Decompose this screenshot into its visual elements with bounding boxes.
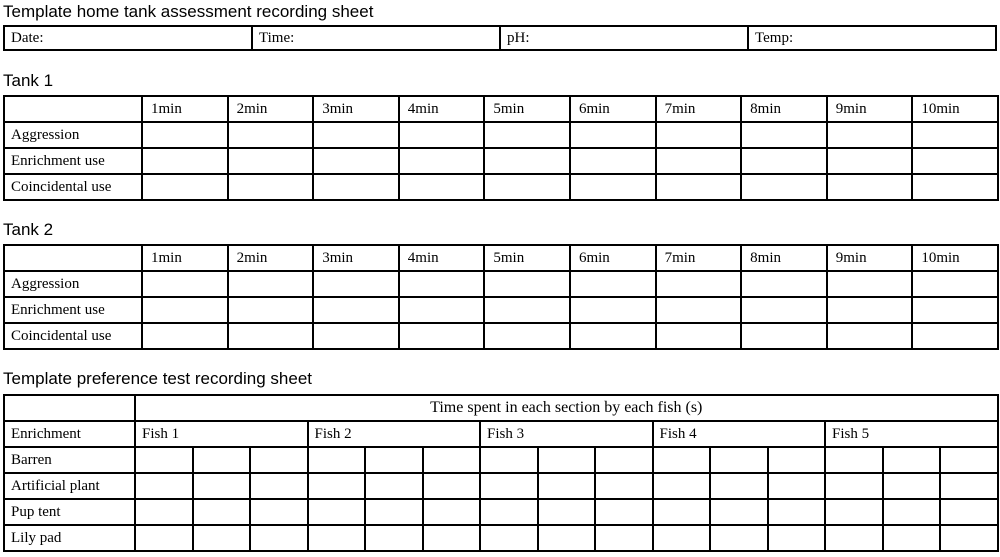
data-cell[interactable] bbox=[365, 499, 423, 525]
data-cell[interactable] bbox=[741, 174, 827, 200]
data-cell[interactable] bbox=[538, 447, 596, 473]
row-label: Artificial plant bbox=[4, 473, 135, 499]
data-cell[interactable] bbox=[595, 447, 653, 473]
table-row bbox=[4, 473, 998, 499]
data-cell[interactable] bbox=[423, 447, 481, 473]
data-cell[interactable] bbox=[825, 473, 883, 499]
data-cell[interactable] bbox=[399, 122, 485, 148]
data-cell[interactable] bbox=[142, 148, 228, 174]
preference-table bbox=[3, 394, 999, 552]
data-cell[interactable] bbox=[741, 271, 827, 297]
data-cell[interactable] bbox=[825, 499, 883, 525]
data-cell[interactable] bbox=[656, 122, 742, 148]
column-header: 1min bbox=[142, 96, 228, 122]
info-table bbox=[3, 25, 997, 51]
tank2-title: Tank 2 bbox=[3, 220, 54, 239]
data-cell[interactable] bbox=[912, 174, 998, 200]
data-cell[interactable] bbox=[313, 174, 399, 200]
data-cell[interactable] bbox=[250, 525, 308, 551]
data-cell[interactable] bbox=[313, 148, 399, 174]
column-header: 8min bbox=[741, 96, 827, 122]
data-cell[interactable] bbox=[193, 447, 251, 473]
data-cell[interactable] bbox=[399, 271, 485, 297]
ph-field[interactable]: pH: bbox=[500, 26, 748, 50]
data-cell[interactable] bbox=[656, 323, 742, 349]
data-cell[interactable] bbox=[135, 473, 193, 499]
temp-field[interactable]: Temp: bbox=[748, 26, 996, 50]
data-cell[interactable] bbox=[940, 525, 998, 551]
tank1-table bbox=[3, 95, 999, 201]
data-cell[interactable] bbox=[912, 323, 998, 349]
data-cell[interactable] bbox=[710, 473, 768, 499]
data-cell[interactable] bbox=[193, 525, 251, 551]
data-cell[interactable] bbox=[940, 447, 998, 473]
data-cell[interactable] bbox=[313, 297, 399, 323]
data-cell[interactable] bbox=[250, 447, 308, 473]
data-cell[interactable] bbox=[313, 122, 399, 148]
data-cell[interactable] bbox=[399, 174, 485, 200]
data-cell[interactable] bbox=[595, 473, 653, 499]
data-cell[interactable] bbox=[570, 323, 656, 349]
data-cell[interactable] bbox=[570, 297, 656, 323]
data-cell[interactable] bbox=[595, 499, 653, 525]
data-cell[interactable] bbox=[741, 122, 827, 148]
column-header: 5min bbox=[484, 96, 570, 122]
data-cell[interactable] bbox=[484, 297, 570, 323]
column-header: 8min bbox=[741, 245, 827, 271]
data-cell[interactable] bbox=[940, 473, 998, 499]
data-cell[interactable] bbox=[308, 447, 366, 473]
data-cell[interactable] bbox=[710, 499, 768, 525]
fish-header: Fish 3 bbox=[480, 421, 653, 447]
column-header: 2min bbox=[228, 96, 314, 122]
column-header: 10min bbox=[912, 96, 998, 122]
title-row bbox=[4, 395, 998, 421]
time-field[interactable]: Time: bbox=[252, 26, 500, 50]
data-cell[interactable] bbox=[228, 271, 314, 297]
data-cell[interactable] bbox=[768, 499, 826, 525]
row-label: Enrichment use bbox=[4, 297, 142, 323]
data-cell[interactable] bbox=[827, 174, 913, 200]
data-cell[interactable] bbox=[308, 473, 366, 499]
fish-header: Fish 1 bbox=[135, 421, 308, 447]
row-label: Enrichment use bbox=[4, 148, 142, 174]
data-cell[interactable] bbox=[142, 297, 228, 323]
row-label: Lily pad bbox=[4, 525, 135, 551]
data-cell[interactable] bbox=[538, 473, 596, 499]
data-cell[interactable] bbox=[228, 323, 314, 349]
data-cell[interactable] bbox=[710, 447, 768, 473]
data-cell[interactable] bbox=[538, 525, 596, 551]
data-cell[interactable] bbox=[912, 148, 998, 174]
column-header: 3min bbox=[313, 96, 399, 122]
data-cell[interactable] bbox=[142, 271, 228, 297]
data-cell[interactable] bbox=[825, 447, 883, 473]
data-cell[interactable] bbox=[313, 323, 399, 349]
table-row bbox=[4, 499, 998, 525]
data-cell[interactable] bbox=[423, 499, 481, 525]
data-cell[interactable] bbox=[827, 297, 913, 323]
data-cell[interactable] bbox=[228, 122, 314, 148]
data-cell[interactable] bbox=[193, 499, 251, 525]
table-row bbox=[4, 271, 998, 297]
column-header: 1min bbox=[142, 245, 228, 271]
data-cell[interactable] bbox=[193, 473, 251, 499]
data-cell[interactable] bbox=[570, 174, 656, 200]
data-cell[interactable] bbox=[570, 122, 656, 148]
data-cell[interactable] bbox=[228, 174, 314, 200]
data-cell[interactable] bbox=[308, 525, 366, 551]
tank2-table bbox=[3, 244, 999, 350]
column-header: 3min bbox=[313, 245, 399, 271]
column-header: 9min bbox=[827, 245, 913, 271]
column-header: 7min bbox=[656, 96, 742, 122]
data-cell[interactable] bbox=[653, 525, 711, 551]
table-row bbox=[4, 297, 998, 323]
header-row bbox=[4, 245, 998, 271]
data-cell[interactable] bbox=[656, 174, 742, 200]
data-cell[interactable] bbox=[142, 323, 228, 349]
data-cell[interactable] bbox=[656, 148, 742, 174]
column-header: 4min bbox=[399, 245, 485, 271]
tank1-title: Tank 1 bbox=[3, 71, 54, 90]
data-cell[interactable] bbox=[480, 525, 538, 551]
table-title: Time spent in each section by each fish (s) bbox=[135, 395, 998, 421]
row-label: Coincidental use bbox=[4, 323, 142, 349]
row-label: Coincidental use bbox=[4, 174, 142, 200]
data-cell[interactable] bbox=[484, 122, 570, 148]
fish-header-row bbox=[4, 421, 998, 447]
data-cell[interactable] bbox=[883, 447, 941, 473]
table-row bbox=[4, 122, 998, 148]
data-cell[interactable] bbox=[940, 499, 998, 525]
data-cell[interactable] bbox=[365, 473, 423, 499]
data-cell[interactable] bbox=[399, 323, 485, 349]
data-cell[interactable] bbox=[484, 148, 570, 174]
data-cell[interactable] bbox=[313, 271, 399, 297]
data-cell[interactable] bbox=[484, 271, 570, 297]
data-cell[interactable] bbox=[827, 271, 913, 297]
data-cell[interactable] bbox=[741, 297, 827, 323]
data-cell[interactable] bbox=[484, 323, 570, 349]
data-cell[interactable] bbox=[741, 323, 827, 349]
data-cell[interactable] bbox=[653, 447, 711, 473]
table-row bbox=[4, 174, 998, 200]
data-cell[interactable] bbox=[768, 447, 826, 473]
fish-header: Fish 2 bbox=[308, 421, 481, 447]
data-cell[interactable] bbox=[484, 174, 570, 200]
data-cell[interactable] bbox=[570, 271, 656, 297]
data-cell[interactable] bbox=[656, 271, 742, 297]
data-cell[interactable] bbox=[228, 148, 314, 174]
data-cell[interactable] bbox=[423, 473, 481, 499]
header-row bbox=[4, 96, 998, 122]
data-cell[interactable] bbox=[399, 297, 485, 323]
data-cell[interactable] bbox=[912, 271, 998, 297]
column-header: 7min bbox=[656, 245, 742, 271]
data-cell[interactable] bbox=[399, 148, 485, 174]
table-row bbox=[4, 525, 998, 551]
data-cell[interactable] bbox=[827, 323, 913, 349]
corner-cell bbox=[4, 245, 142, 271]
data-cell[interactable] bbox=[883, 499, 941, 525]
table-row bbox=[4, 323, 998, 349]
preference-sheet-title: Template preference test recording sheet bbox=[3, 369, 313, 388]
data-cell[interactable] bbox=[912, 297, 998, 323]
data-cell[interactable] bbox=[365, 447, 423, 473]
row-label: Pup tent bbox=[4, 499, 135, 525]
column-header: 5min bbox=[484, 245, 570, 271]
data-cell[interactable] bbox=[570, 148, 656, 174]
corner-cell bbox=[4, 395, 135, 421]
column-header: 6min bbox=[570, 245, 656, 271]
data-cell[interactable] bbox=[250, 473, 308, 499]
column-header: 9min bbox=[827, 96, 913, 122]
data-cell[interactable] bbox=[827, 148, 913, 174]
row-label: Aggression bbox=[4, 122, 142, 148]
date-field[interactable]: Date: bbox=[4, 26, 252, 50]
data-cell[interactable] bbox=[656, 297, 742, 323]
fish-header: Fish 5 bbox=[825, 421, 998, 447]
fish-header: Fish 4 bbox=[653, 421, 826, 447]
column-header: 4min bbox=[399, 96, 485, 122]
data-cell[interactable] bbox=[423, 525, 481, 551]
data-cell[interactable] bbox=[480, 447, 538, 473]
data-cell[interactable] bbox=[308, 499, 366, 525]
data-cell[interactable] bbox=[825, 525, 883, 551]
home-sheet-title: Template home tank assessment recording sheet bbox=[3, 2, 374, 21]
data-cell[interactable] bbox=[912, 122, 998, 148]
column-header: 6min bbox=[570, 96, 656, 122]
data-cell[interactable] bbox=[883, 473, 941, 499]
data-cell[interactable] bbox=[480, 473, 538, 499]
data-cell[interactable] bbox=[653, 499, 711, 525]
data-cell[interactable] bbox=[768, 473, 826, 499]
data-cell[interactable] bbox=[595, 525, 653, 551]
data-cell[interactable] bbox=[142, 174, 228, 200]
data-cell[interactable] bbox=[768, 525, 826, 551]
column-header: 10min bbox=[912, 245, 998, 271]
row-label: Aggression bbox=[4, 271, 142, 297]
data-cell[interactable] bbox=[250, 499, 308, 525]
table-row bbox=[4, 148, 998, 174]
data-cell[interactable] bbox=[883, 525, 941, 551]
data-cell[interactable] bbox=[480, 499, 538, 525]
table-row bbox=[4, 447, 998, 473]
corner-cell bbox=[4, 96, 142, 122]
data-cell[interactable] bbox=[228, 297, 314, 323]
data-cell[interactable] bbox=[142, 122, 228, 148]
data-cell[interactable] bbox=[653, 473, 711, 499]
data-cell[interactable] bbox=[538, 499, 596, 525]
data-cell[interactable] bbox=[827, 122, 913, 148]
data-cell[interactable] bbox=[135, 499, 193, 525]
data-cell[interactable] bbox=[135, 525, 193, 551]
column-header: 2min bbox=[228, 245, 314, 271]
data-cell[interactable] bbox=[135, 447, 193, 473]
data-cell[interactable] bbox=[741, 148, 827, 174]
data-cell[interactable] bbox=[710, 525, 768, 551]
data-cell[interactable] bbox=[365, 525, 423, 551]
row-header: Enrichment bbox=[4, 421, 135, 447]
row-label: Barren bbox=[4, 447, 135, 473]
